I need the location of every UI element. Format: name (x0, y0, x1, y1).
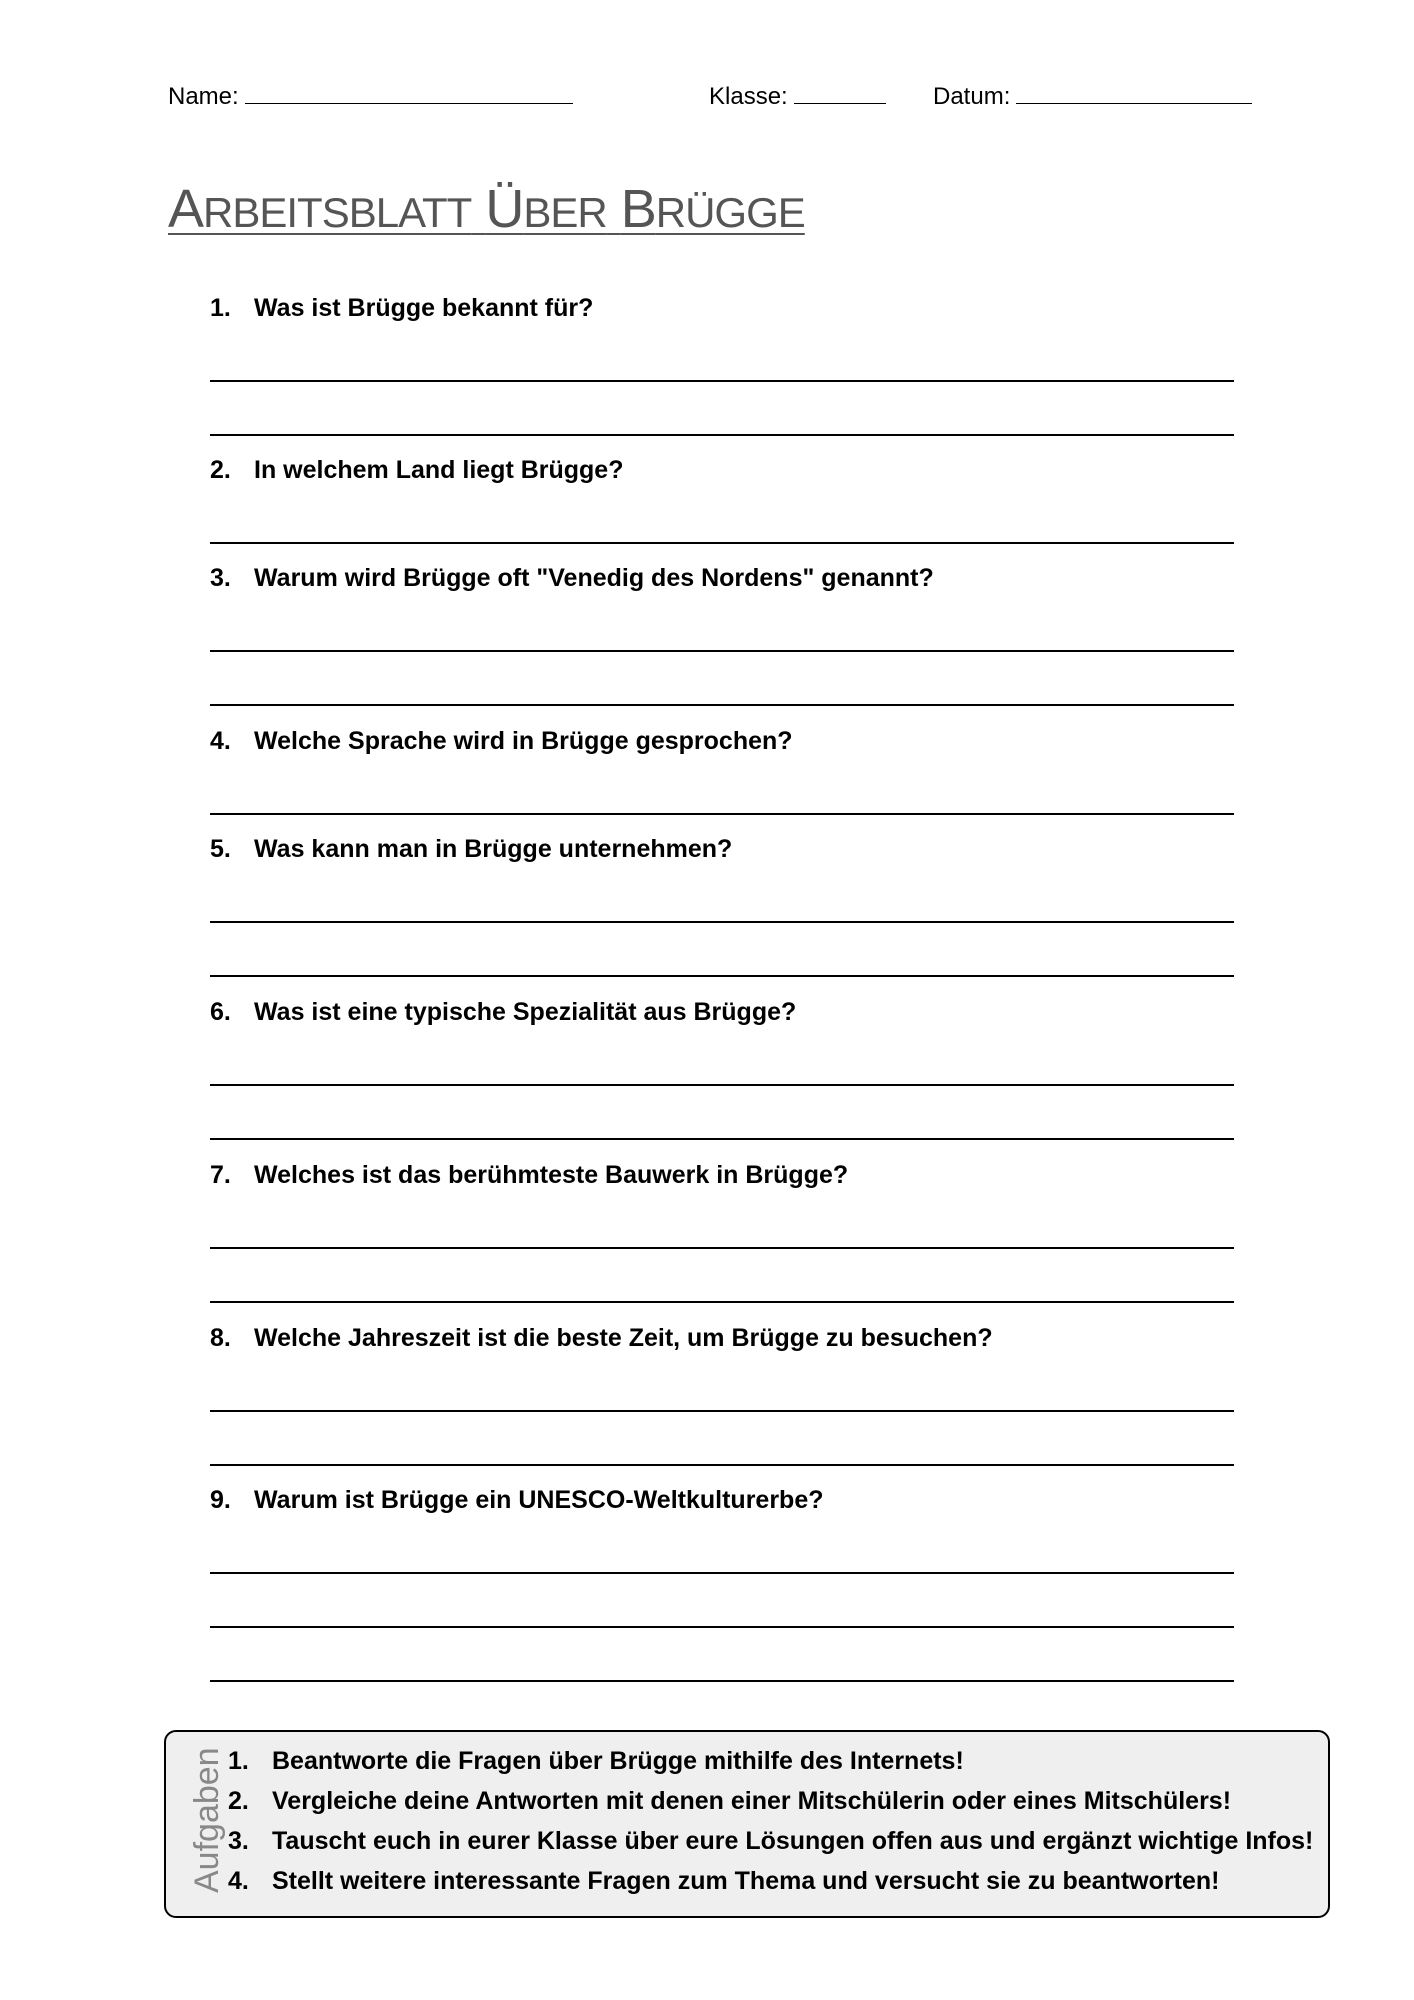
task-item: 4. Stellt weitere interessante Fragen zum Thema und versucht sie zu beantworten! (228, 1867, 1220, 1895)
date-field[interactable] (933, 83, 1252, 111)
name-blank-line[interactable] (245, 83, 573, 104)
answer-line[interactable] (210, 1410, 1234, 1412)
question-8: 8. Welche Jahreszeit ist die beste Zeit, um Brügge zu besuchen? (210, 1324, 993, 1352)
tasks-label: Aufgaben (188, 1747, 226, 1893)
date-blank-line[interactable] (1016, 83, 1252, 104)
date-label: Datum: (933, 83, 1011, 110)
answer-line[interactable] (210, 921, 1234, 923)
answer-line[interactable] (210, 542, 1234, 544)
name-label: Name: (168, 83, 239, 110)
question-3: 3. Warum wird Brügge oft "Venedig des Nordens" genannt? (210, 564, 934, 592)
answer-line[interactable] (210, 975, 1234, 977)
question-4: 4. Welche Sprache wird in Brügge gesprochen? (210, 727, 793, 755)
page-title: ARBEITSBLATT ÜBER BRÜGGE (168, 179, 805, 239)
answer-line[interactable] (210, 1626, 1234, 1628)
question-2: 2. In welchem Land liegt Brügge? (210, 456, 624, 484)
answer-line[interactable] (210, 1084, 1234, 1086)
class-blank-line[interactable] (794, 83, 886, 104)
answer-line[interactable] (210, 1247, 1234, 1249)
answer-line[interactable] (210, 1301, 1234, 1303)
name-field[interactable] (168, 83, 573, 111)
task-item: 2. Vergleiche deine Antworten mit denen einer Mitschülerin oder eines Mitschülers! (228, 1787, 1232, 1815)
task-item: 3. Tauscht euch in eurer Klasse über eure Lösungen offen aus und ergänzt wichtige Infos! (228, 1827, 1314, 1855)
class-label: Klasse: (709, 83, 788, 110)
answer-line[interactable] (210, 1138, 1234, 1140)
class-field[interactable] (709, 83, 886, 111)
question-7: 7. Welches ist das berühmteste Bauwerk in Brügge? (210, 1161, 849, 1189)
answer-line[interactable] (210, 650, 1234, 652)
answer-line[interactable] (210, 1680, 1234, 1682)
question-9: 9. Warum ist Brügge ein UNESCO-Weltkulturerbe? (210, 1486, 824, 1514)
answer-line[interactable] (210, 380, 1234, 382)
question-1: 1. Was ist Brügge bekannt für? (210, 294, 594, 322)
answer-line[interactable] (210, 704, 1234, 706)
answer-line[interactable] (210, 1464, 1234, 1466)
question-5: 5. Was kann man in Brügge unternehmen? (210, 835, 733, 863)
answer-line[interactable] (210, 434, 1234, 436)
answer-line[interactable] (210, 1572, 1234, 1574)
task-item: 1. Beantworte die Fragen über Brügge mithilfe des Internets! (228, 1747, 964, 1775)
question-6: 6. Was ist eine typische Spezialität aus Brügge? (210, 998, 797, 1026)
answer-line[interactable] (210, 813, 1234, 815)
